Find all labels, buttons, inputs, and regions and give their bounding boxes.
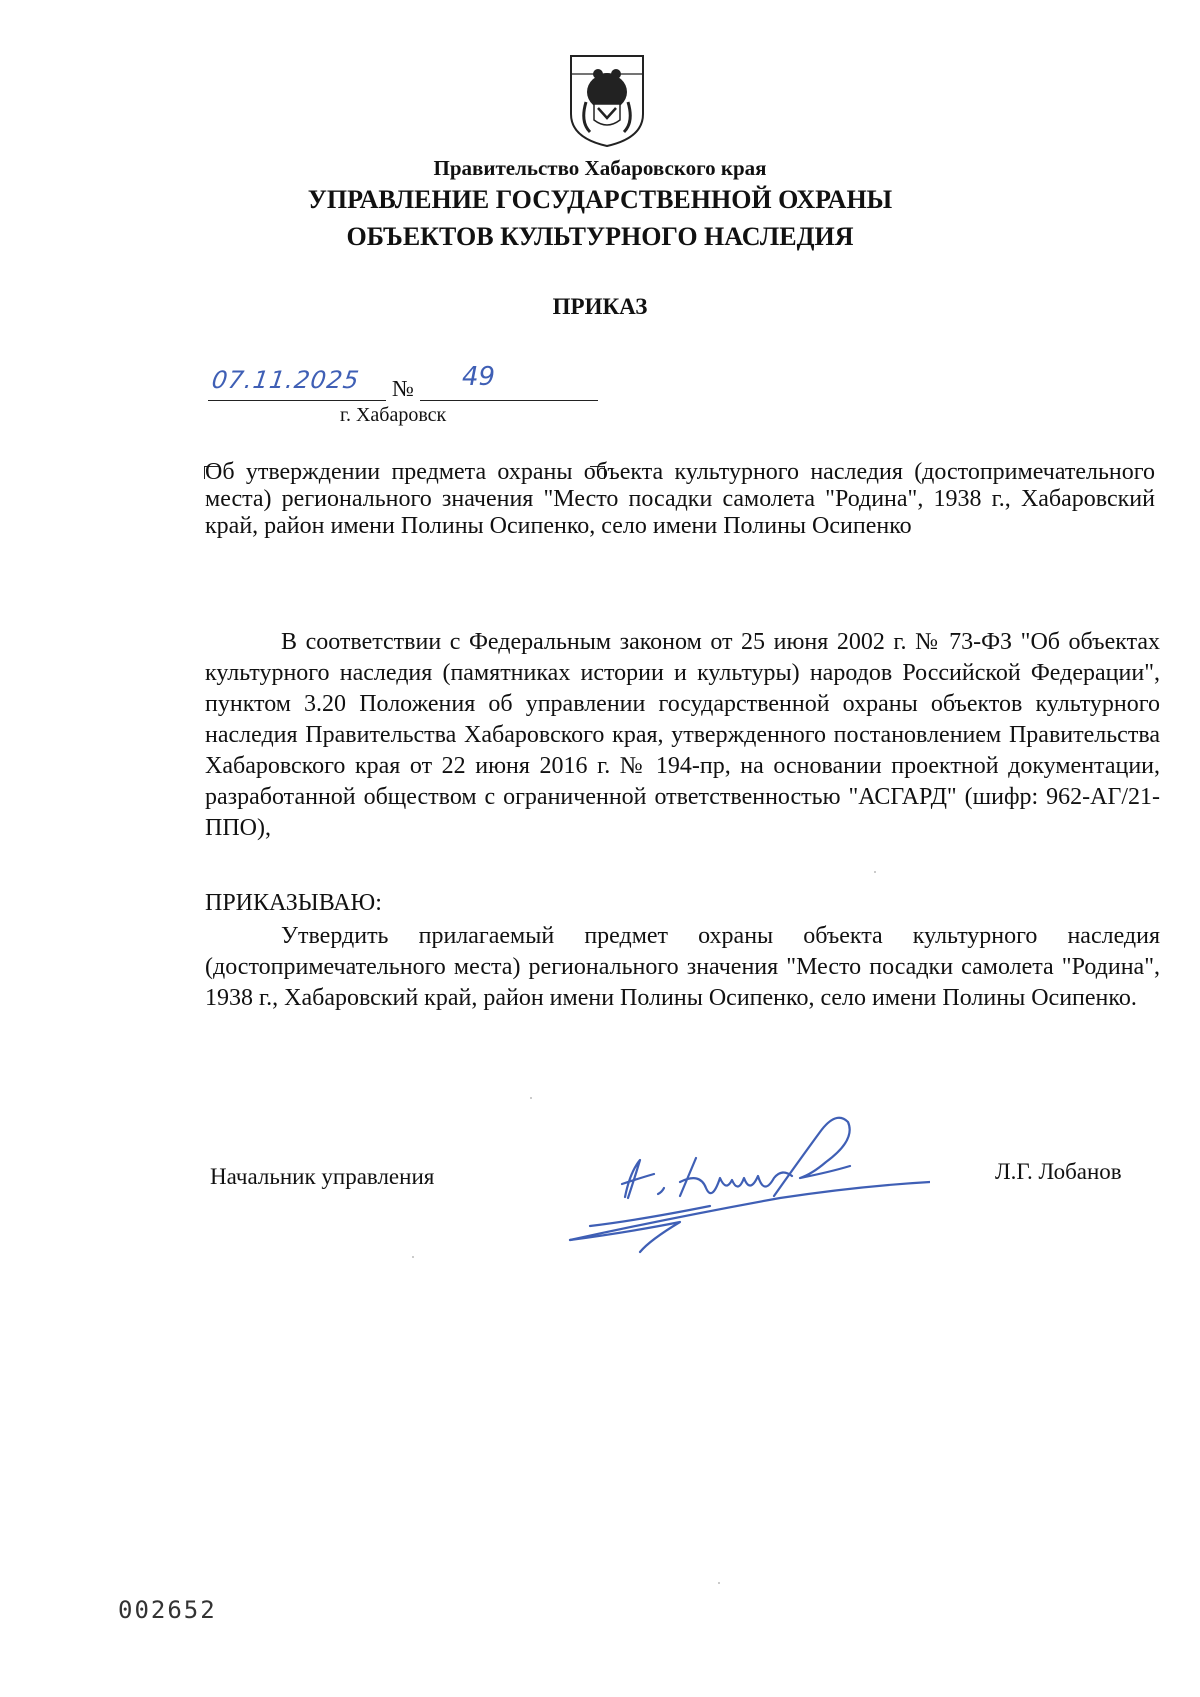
scan-speck: [718, 1582, 720, 1584]
order-word: ПРИКАЗЫВАЮ:: [205, 890, 382, 916]
document-type: ПРИКАЗ: [552, 294, 648, 319]
decision-paragraph: Утвердить прилагаемый предмет охраны объекта культурного наследия (достопримечательного места) регионального значения "Место посадки самолета "Родина", 1938 г., Хабаровский край, район имени Полины Осипенко, село имени Полины Осипенко.: [205, 923, 1160, 1011]
preamble-paragraph: В соответствии с Федеральным законом от 25 июня 2002 г. № 73-ФЗ "Об объектах культурного наследия (памятниках истории и культуры) народов Российской Федерации", пунктом 3.20 Положения об управлении государственной охраны объектов культурного наследия Правительства Хабаровского края, утвержденного постановлением Правительства Хабаровского края от 22 июня 2016 г. № 194-пр, на основании проектной документации, разработанной обществом с ограниченной ответственностью "АСГАРД" (шифр: 962-АГ/21-ППО),: [205, 629, 1160, 841]
document-number: 49: [462, 362, 496, 392]
scan-speck: [874, 871, 876, 873]
number-underline: [420, 400, 598, 401]
document-city: г. Хабаровск: [340, 404, 447, 426]
organization-name-line1: УПРАВЛЕНИЕ ГОСУДАРСТВЕННОЙ ОХРАНЫ: [307, 185, 893, 214]
registration-number: 002652: [118, 1596, 217, 1624]
signer-name: Л.Г. Лобанов: [995, 1159, 1122, 1184]
document-subject: Об утверждении предмета охраны объекта культурного наследия (достопримечательного места) регионального значения "Место посадки самолета "Родина", 1938 г., Хабаровский край, район имени Полины Осипенко, село имени Полины Осипенко: [205, 459, 1155, 539]
handwritten-signature-icon: [530, 1102, 930, 1257]
coat-of-arms-icon: [568, 52, 646, 148]
organization-name-line2: ОБЪЕКТОВ КУЛЬТУРНОГО НАСЛЕДИЯ: [346, 222, 854, 251]
scan-speck: [530, 1097, 532, 1099]
government-name: Правительство Хабаровского края: [433, 156, 767, 180]
date-underline: [208, 400, 386, 401]
signer-position: Начальник управления: [210, 1164, 435, 1189]
scan-speck: [412, 1256, 414, 1258]
document-date: 07.11.2025: [210, 366, 362, 394]
number-sign: №: [392, 376, 414, 401]
